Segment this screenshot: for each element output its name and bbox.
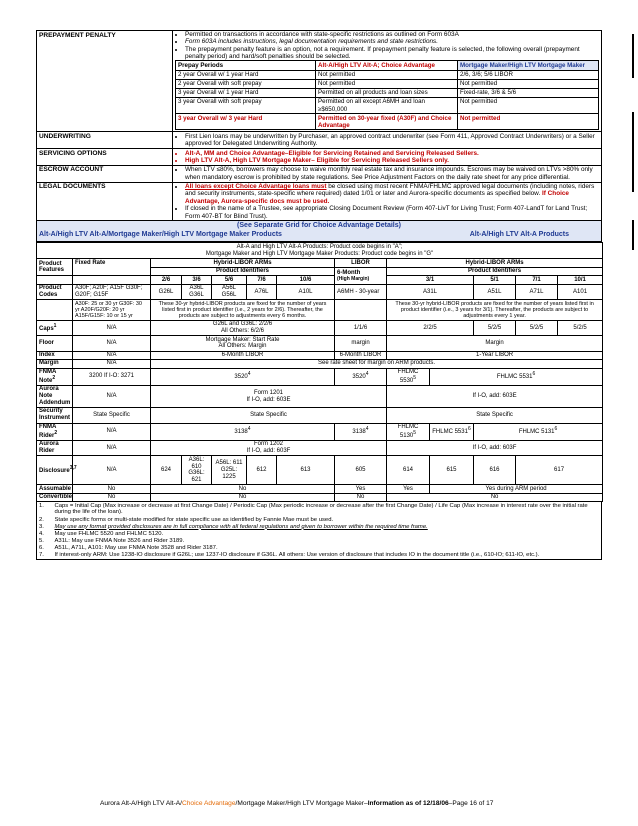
underwriting-text: • First Lien loans may be underwritten by Purchaser, an approved contract underwriter (see Form 411, Approved Contract Underwriters) or a Seller approved for Delegated Underwriting Authority. — [185, 133, 599, 148]
legal-bullet-1 — [185, 183, 599, 205]
col-header: 7/1 — [516, 276, 558, 284]
product-code: A71L — [516, 284, 558, 299]
footnote-number: 3. — [39, 523, 44, 530]
footnote-ref: 5 — [413, 374, 417, 381]
fixed-rate-header: Fixed Rate — [73, 259, 151, 276]
prepay-row — [176, 88, 599, 97]
disclosure-value: 616 — [474, 456, 516, 485]
product-code: G26L — [151, 284, 182, 299]
aurora-rider-right: If I-O, add: 603F — [387, 440, 603, 455]
fnma-rider-r1 — [387, 423, 430, 440]
margin-bar-low — [632, 220, 634, 250]
caps-fixed: N/A — [73, 320, 151, 335]
servicing-bullet-2: • High LTV Alt-A, High LTV Mortgage Maker– Eligible for Servicing Released Sellers only. — [185, 157, 599, 164]
footnotes — [36, 502, 602, 560]
footnote-row — [37, 552, 602, 560]
footnote-ref: 4 — [365, 371, 369, 378]
index-label: Index — [37, 351, 73, 359]
footnote-ref: 6 — [467, 426, 471, 433]
disclosure-value: 612 — [247, 456, 277, 485]
index-fixed: N/A — [73, 351, 151, 359]
banner-row — [37, 221, 602, 242]
fnma-rider-r1-text: FHLMC 5130 — [397, 423, 419, 439]
prepay-row — [176, 70, 599, 79]
prepay-periods-table — [175, 60, 599, 130]
floor-left-2: All Others: Margin — [218, 343, 267, 350]
prepayment-bullet-3: • The prepayment penalty feature is an option, not a requirement. If prepayment penalty feature is selected, the following overall (prepayment penalty period) and hard/soft penalties should be selected. — [185, 46, 599, 61]
convertible-fixed: No — [73, 493, 151, 501]
footer-part-1: Aurora Alt-A/High LTV Alt-A/ — [100, 800, 182, 807]
prepay-row — [176, 79, 599, 88]
footnote-row — [37, 502, 602, 516]
convertible-left: No — [151, 493, 335, 501]
caps-libor: 1/1/6 — [335, 320, 387, 335]
index-libor: 6-Month LIBOR — [335, 351, 387, 359]
product-code: A10L — [277, 284, 335, 299]
fnma-libor — [335, 368, 387, 385]
aurora-rider-fixed: N/A — [73, 440, 151, 455]
prepayment-bullets — [175, 31, 599, 60]
col-header: 5/1 — [474, 276, 516, 284]
fnma-left — [151, 368, 335, 385]
floor-libor: margin — [335, 336, 387, 351]
footnote-row — [37, 524, 602, 531]
product-code: A36L G36L — [182, 284, 212, 299]
footnote-row — [37, 545, 602, 552]
assumable-left: No — [151, 485, 335, 493]
footnote-ref: 6 — [532, 371, 536, 378]
prepay-cell: Not permitted — [316, 79, 458, 88]
disclosure-label — [37, 456, 77, 485]
prepay-header-periods: Prepay Periods — [176, 61, 316, 70]
disclosure-label-text: Disclosure — [39, 467, 70, 474]
col-header: 3/6 — [182, 276, 212, 284]
aurora-note-form: Form 1201 — [253, 389, 283, 396]
fnma-rider-left-text: 3138 — [234, 429, 248, 436]
fnma-right — [430, 368, 603, 385]
disclosure-value: A36L: 610 G36L: 621 — [182, 456, 212, 485]
fnma-rider-r2 — [430, 423, 474, 440]
caps-left-2: All Others: 6/2/6 — [220, 328, 265, 335]
footnote-text: A51L, A71L, A101: May use FNMA Note 3528 and Rider 3187. — [54, 545, 218, 552]
security-fixed: State Specific — [73, 408, 151, 423]
fnma-rider-label — [37, 423, 73, 440]
caps-left — [151, 320, 335, 335]
margin-note: See rate sheet for margin on ARM products. — [151, 360, 603, 368]
footnote-text: May use FHLMC 5520 and FHLMC 5120. — [54, 530, 164, 537]
col-header: 2/6 — [151, 276, 182, 284]
product-codes-label: Product Codes — [37, 284, 73, 299]
document-page — [36, 30, 602, 560]
product-code: A101 — [558, 284, 603, 299]
prepay-row — [176, 97, 599, 113]
footnote-text: If interest-only ARM: Use 1238-IO disclosure if G26L; use 1237-IO disclosure if G36L. All others: Use version of disclosure that includes IO in the document title (i.e., 610-IO; 611-IO, etc.). — [54, 552, 540, 559]
footer-part-3: /Mortgage Maker/High LTV Mortgage Maker– — [235, 800, 368, 807]
banner-right-title: Alt-A/High LTV Alt-A Products — [469, 231, 569, 239]
legal-red-text: All loans except Choice Advantage loans must — [185, 183, 327, 191]
assumable-label: Assumable — [37, 485, 73, 493]
prepayment-label: PREPAYMENT PENALTY — [37, 31, 173, 132]
fnma-rider-libor — [335, 423, 387, 440]
footnote-text: Caps = Initial Cap (Max increase or decrease at first Change Date) / Periodic Cap (Max periodic increase or decrease after the first Change Date) / Life Cap (Max increase in interest rate over the initial rate during the life of the loan). — [54, 502, 588, 516]
fnma-rider-libor-text: 3138 — [352, 429, 366, 436]
prepayment-bullet-2: • Form 603A includes instructions, legal documentation requirements and state restrictions. — [185, 38, 599, 45]
legal-label: LEGAL DOCUMENTS — [37, 182, 173, 221]
floor-right: Margin — [387, 336, 603, 351]
fnma-rider-r3 — [474, 423, 603, 440]
six-month-label: 6-Month — [337, 269, 361, 276]
aurora-rider-io: If I-O, add: 603F — [246, 448, 291, 455]
disclosure-value: A56L: 611 G25L: 1225 — [212, 456, 247, 485]
prepayment-row — [37, 31, 602, 132]
caps-value: 5/2/5 — [474, 320, 516, 335]
codes-fixed: A30F; A20F; A15F G30F; G20F; G15F — [73, 284, 151, 299]
servicing-bullet-1: • Alt-A, MM and Choice Advantage–Eligible for Servicing Retained and Servicing Released Sellers. — [185, 150, 599, 157]
requirements-table — [36, 30, 602, 242]
fnma-left-text: 3520 — [234, 374, 248, 381]
aurora-note-left — [151, 385, 387, 407]
caps-label-text: Caps — [39, 325, 54, 332]
disclosure-value: 624 — [151, 456, 182, 485]
footnote-text: A31L: May use FNMA Note 3526 and Rider 3189. — [54, 538, 185, 545]
legal-body-text: be closed using most recent FNMA/FHLMC approved legal documents (including notes, riders and security instruments, state-specific where required) dated 1/01 or later and Aurora-specific documents as specified below. — [185, 183, 595, 198]
legal-bullet-2: • If closed in the name of a Trustee, see appropriate Closing Document Review (Form 407-LivT for Living Trust; Form 407-LandT for Land Trust; Form 407-BT for Blind Trust). — [185, 205, 599, 220]
convertible-libor: No — [335, 493, 387, 501]
legal-red-text-2: If Choice Advantage, Aurora-specific docs must be used. — [185, 190, 569, 205]
servicing-label: SERVICING OPTIONS — [37, 149, 173, 166]
escrow-label: ESCROW ACCOUNT — [37, 165, 173, 182]
prepay-header-alta: Alt-A/High LTV Alt-A; Choice Advantage — [316, 61, 458, 70]
product-grid — [36, 242, 603, 503]
hybrid-libor-header-2: Hybrid-LIBOR ARMs — [387, 259, 603, 267]
col-header: 10/1 — [558, 276, 603, 284]
six-month-header — [335, 267, 387, 284]
product-code: A76L — [247, 284, 277, 299]
footnote-row — [37, 531, 602, 538]
fnma-note-label-text: FNMA Note — [39, 368, 57, 384]
footnote-ref: 2 — [54, 429, 58, 436]
footnote-number: 6. — [39, 545, 44, 552]
terms-left: These 30-yr hybrid-LIBOR products are fixed for the number of years listed first in product identifier (i.e., 2 years for 2/6). Thereafter, the products are subject to adjustments every 6 months. — [151, 300, 335, 321]
prepay-cell: Fixed-rate, 3/6 & 5/6 — [458, 88, 599, 97]
security-right: State Specific — [387, 408, 603, 423]
footnote-text: State specific forms or multi-state modified for state specific use as identified by Fannie Mae must be used. — [54, 516, 334, 523]
security-left: State Specific — [151, 408, 387, 423]
separate-grid-note: (See Separate Grid for Choice Advantage Details) — [237, 222, 401, 230]
code-note-line-1: Alt-A and High LTV Alt-A Products: Product code begins in "A"; — [236, 243, 403, 250]
disclosure-value: 614 — [387, 456, 430, 485]
prepay-cell: 2 year Overall w/ 1 year Hard — [176, 70, 316, 79]
footnote-text: May use any format provided disclosures are in full compliance with all federal regulations and given to borrower within the required time frame. — [54, 523, 428, 530]
floor-label: Floor — [37, 336, 73, 351]
terms-fixed: A30F: 25 or 30 yr G30F: 30 yr A20F/G20F: 20 yr A15F/G15F: 10 or 15 yr — [73, 300, 151, 321]
caps-value: 2/2/5 — [387, 320, 474, 335]
caps-left-1: G26L and G36L: 2/2/6 — [212, 321, 273, 328]
convertible-right: No — [387, 493, 603, 501]
assumable-r1: Yes — [387, 485, 430, 493]
fnma-fhlmc-text: FHLMC 5530 — [397, 368, 419, 384]
footer-date: Information as of 12/18/06 — [367, 800, 449, 807]
disclosure-value: 613 — [277, 456, 335, 485]
high-margin-label: (High Margin) — [337, 275, 370, 282]
footnote-ref: 2 — [52, 374, 56, 381]
footnote-ref: 5 — [413, 429, 417, 436]
prepay-cell: Permitted on all products and loan sizes — [316, 88, 458, 97]
page-footer — [100, 800, 620, 808]
security-instrument-label: Security Instrument — [37, 408, 73, 423]
prepay-cell: Not permitted — [458, 97, 599, 113]
prepay-cell: 3 year Overall w/ 3 year Hard — [176, 114, 316, 130]
prepay-cell: 3 year Overall with soft prepay — [176, 97, 316, 113]
footnote-ref: 4 — [365, 426, 369, 433]
aurora-note-label: Aurora Note Addendum — [37, 385, 73, 407]
col-header: 7/6 — [247, 276, 277, 284]
footnote-ref: 1 — [53, 322, 57, 329]
footnote-number: 7. — [39, 552, 44, 559]
fnma-rider-r2-text: FHLMC 5531 — [432, 429, 468, 436]
footer-page-number: –Page 16 of 17 — [448, 800, 494, 807]
terms-right: These 30-yr hybrid-LIBOR products are fixed for the number of years listed first in product identifier (i.e., 3 years for 3/1). Thereafter, the products are subject to adjustments every 1 year. — [387, 300, 603, 321]
footnote-row — [37, 538, 602, 545]
fnma-fhlmc — [387, 368, 430, 385]
hybrid-libor-header: Hybrid-LIBOR ARMs — [151, 259, 335, 267]
fnma-rider-fixed: N/A — [73, 423, 151, 440]
index-left: 6-Month LIBOR — [151, 351, 335, 359]
footnote-ref: 3,7 — [69, 464, 77, 471]
prepay-cell: 3 year Overall w/ 1 year Hard — [176, 88, 316, 97]
col-header: 10/6 — [277, 276, 335, 284]
servicing-row — [37, 149, 602, 166]
product-identifiers-2: Product Identifiers — [387, 267, 603, 275]
underwriting-row — [37, 132, 602, 149]
prepay-row — [176, 114, 599, 130]
margin-bar-mid — [632, 112, 634, 192]
aurora-note-io: If I-O, add: 603E — [246, 396, 291, 403]
prepay-cell: Not permitted — [458, 114, 599, 130]
aurora-rider-label: Aurora Rider — [37, 440, 73, 455]
footnote-ref: 6 — [554, 426, 558, 433]
fnma-libor-text: 3520 — [352, 374, 366, 381]
index-right: 1-Year LIBOR — [387, 351, 603, 359]
footnote-number: 5. — [39, 538, 44, 545]
prepay-cell: Permitted on 30-year fixed (A30F) and Choice Advantage — [316, 114, 458, 130]
footnote-row — [37, 516, 602, 523]
caps-value: 5/2/5 — [516, 320, 558, 335]
escrow-text: • When LTV ≤80%, borrowers may choose to waive monthly real estate tax and insurance impounds. Escrows may be waived on LTVs >80% only when mandatory escrow is prohibited by state regulations. See Price Adjustment Factors on the daily rate sheet for any price differential. — [185, 166, 599, 181]
product-code: A56L G56L — [212, 284, 247, 299]
caps-label — [37, 320, 73, 335]
caps-value: 5/2/5 — [558, 320, 603, 335]
assumable-libor: Yes — [335, 485, 387, 493]
prepay-header-mm: Mortgage Maker/High LTV Mortgage Maker — [458, 61, 599, 70]
product-code-libor: A6MH - 30-year — [335, 284, 387, 299]
margin-fixed: N/A — [73, 360, 151, 368]
aurora-note-fixed: N/A — [73, 385, 151, 407]
footnote-number: 1. — [39, 502, 44, 509]
escrow-row — [37, 165, 602, 182]
product-identifiers: Product Identifiers — [151, 267, 335, 275]
footnote-ref: 4 — [247, 426, 251, 433]
legal-row — [37, 182, 602, 221]
code-note-line-2: Mortgage Maker and High LTV Mortgage Maker Products: Product code begins in "G" — [205, 250, 434, 257]
fnma-right-text: FHLMC 5531 — [496, 374, 533, 381]
floor-fixed: N/A — [73, 336, 151, 351]
assumable-rest: Yes during ARM period — [430, 485, 603, 493]
assumable-fixed: No — [73, 485, 151, 493]
footnote-ref: 4 — [247, 371, 251, 378]
footnote-number: 2. — [39, 516, 44, 523]
libor-header: LIBOR — [335, 259, 387, 267]
margin-bar-top — [632, 34, 634, 78]
product-features-label: Product Features — [37, 259, 73, 276]
disclosure-value: 617 — [516, 456, 603, 485]
floor-left — [151, 336, 335, 351]
aurora-rider-form: Form 1202 — [253, 441, 283, 448]
prepay-cell: Not permitted — [458, 79, 599, 88]
underwriting-label: UNDERWRITING — [37, 132, 173, 149]
disclosure-libor: 605 — [335, 456, 387, 485]
margin-label: Margin — [37, 360, 73, 368]
col-header: 5/6 — [212, 276, 247, 284]
col-header: 3/1 — [387, 276, 474, 284]
floor-left-1: Mortgage Maker: Start Rate — [205, 336, 280, 343]
fnma-fixed: 3200 If I-O: 3271 — [73, 368, 151, 385]
convertible-label: Convertible — [37, 493, 73, 501]
prepay-cell: Permitted on all except A6MH and loan ≥$650,000 — [316, 97, 458, 113]
fnma-rider-r3-text: FHLMC 5131 — [518, 429, 555, 436]
product-code: A51L — [474, 284, 516, 299]
disclosure-fixed: N/A — [73, 456, 151, 485]
fnma-note-label — [37, 368, 73, 385]
footnote-number: 4. — [39, 530, 44, 537]
banner-left-title: Alt-A/High LTV Alt-A/Mortgage Maker/High LTV Mortgage Maker Products — [39, 231, 282, 239]
aurora-note-right: If I-O, add: 603E — [387, 385, 603, 407]
fnma-rider-label-text: FNMA Rider — [39, 423, 57, 439]
product-code: A31L — [387, 284, 474, 299]
prepay-cell: Not permitted — [316, 70, 458, 79]
disclosure-value: 615 — [430, 456, 474, 485]
aurora-rider-left — [151, 440, 387, 455]
fnma-rider-left — [151, 423, 335, 440]
prepayment-bullet-1: • Permitted on transactions in accordance with state-specific restrictions as outlined on Form 603A — [185, 31, 599, 38]
prepay-cell: 2 year Overall with soft prepay — [176, 79, 316, 88]
footer-part-2: Choice Advantage — [181, 800, 236, 807]
prepay-cell: 2/6, 3/6; 5/6 LIBOR — [458, 70, 599, 79]
